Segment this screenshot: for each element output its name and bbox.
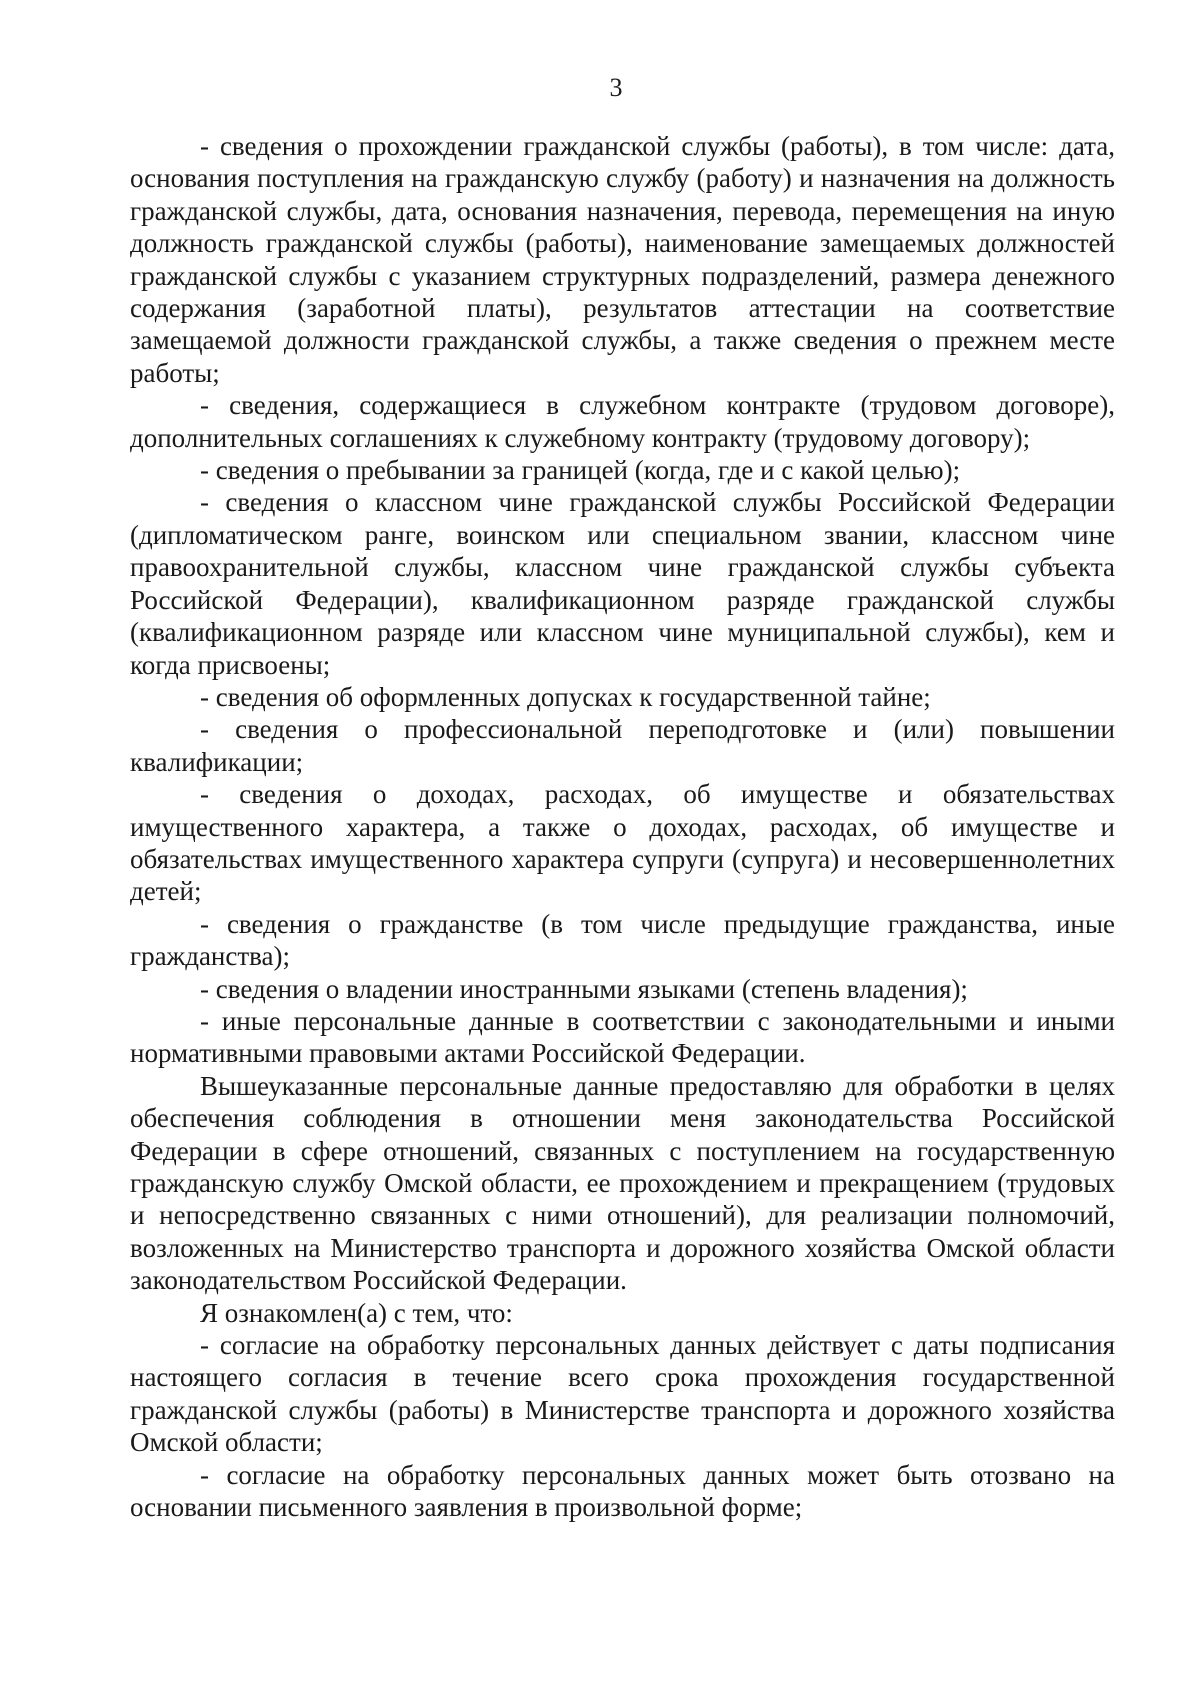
paragraph-consent-duration: - согласие на обработку персональных данных действует с даты подписания настоящего согласия в течение всего срока прохождения государственной гражданской службы (работы) в Министерстве транспорта и дорожного хозяйства Омской области; bbox=[130, 1330, 1115, 1458]
paragraph-state-secret-clearance: - сведения об оформленных допусках к государственной тайне; bbox=[200, 681, 931, 712]
paragraph-income-property: - сведения о доходах, расходах, об имуществе и обязательствах имущественного характера, а также о доходах, расходах, об имуществе и обязательствах имущественного характера супруги (супруга) и несовершеннолетних детей; bbox=[130, 779, 1115, 907]
paragraph-other-personal-data: - иные персональные данные в соответствии с законодательными и иными нормативными правовыми актами Российской Федерации. bbox=[130, 1005, 1115, 1069]
paragraph-service-history: - сведения о прохождении гражданской службы (работы), в том числе: дата, основания поступления на гражданскую службу (работу) и назначения на должность гражданской службы, дата, основания назначения, перевода, перемещения на иную должность гражданской службы (работы), наименование замещаемых должностей гражданской службы с указанием структурных подразделений, размера денежного содержания (заработной платы), результатов аттестации на соответствие замещаемой должности гражданской службы, а также сведения о прежнем месте работы; bbox=[130, 131, 1115, 388]
paragraph-citizenship: - сведения о гражданстве (в том числе предыдущие гражданства, иные гражданства); bbox=[130, 908, 1115, 972]
paragraph-consent-revocation: - согласие на обработку персональных данных может быть отозвано на основании письменного заявления в произвольной форме; bbox=[130, 1459, 1115, 1523]
paragraph-class-rank: - сведения о классном чине гражданской службы Российской Федерации (дипломатическом ранге, воинском или специальном звании, классном чине правоохранительной службы, классном чине гражданской службы субъекта Российской Федерации), квалификационном разряде гражданской службы (квалификационном разряде или классном чине муниципальной службы), кем и когда присвоены; bbox=[130, 487, 1115, 680]
document-body bbox=[130, 130, 1115, 1523]
paragraph-foreign-languages: - сведения о владении иностранными языками (степень владения); bbox=[200, 973, 968, 1004]
page-number: 3 bbox=[609, 73, 623, 102]
paragraph-acknowledgement-intro: Я ознакомлен(а) с тем, что: bbox=[200, 1297, 513, 1328]
paragraph-stays-abroad: - сведения о пребывании за границей (когда, где и с какой целью); bbox=[200, 455, 961, 486]
paragraph-professional-training: - сведения о профессиональной переподготовке и (или) повышении квалификации; bbox=[130, 714, 1115, 777]
paragraph-service-contract: - сведения, содержащиеся в служебном контракте (трудовом договоре), дополнительных соглашениях к служебному контракту (трудовому договору); bbox=[130, 390, 1115, 453]
paragraph-processing-purpose: Вышеуказанные персональные данные предоставляю для обработки в целях обеспечения соблюдения в отношении меня законодательства Российской Федерации в сфере отношений, связанных с поступлением на государственную гражданскую службу Омской области, ее прохождением и прекращением (трудовых и непосредственно связанных с ними отношений), для реализации полномочий, возложенных на Министерство транспорта и дорожного хозяйства Омской области законодательством Российской Федерации. bbox=[130, 1070, 1115, 1296]
